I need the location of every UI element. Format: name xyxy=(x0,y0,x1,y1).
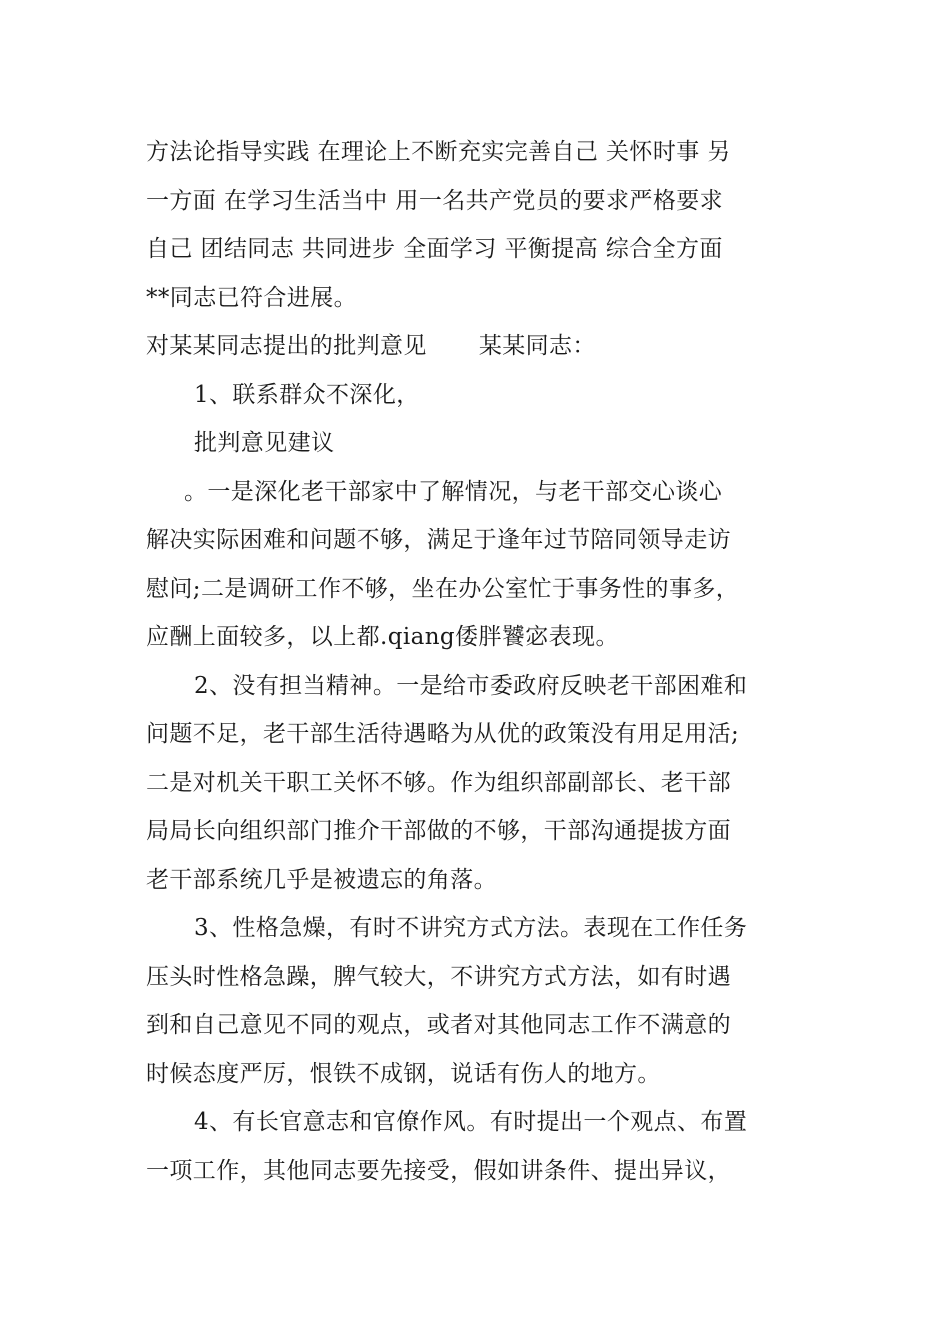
text-line: 问题不足，老干部生活待遇略为从优的政策没有用足用活; xyxy=(146,721,740,747)
text-line: 二是对机关干职工关怀不够。作为组织部副部长、老干部 xyxy=(146,769,731,796)
text-line: 方法论指导实践 在理论上不断充实完善自己 关怀时事 另 xyxy=(146,139,731,165)
text-line: 局局长向组织部门推介干部做的不够，干部沟通提拔方面 xyxy=(146,818,731,844)
text-line: 3、性格急燥，有时不讲究方式方法。表现在工作任务 xyxy=(194,915,748,941)
intro-paragraph xyxy=(146,128,810,322)
item-1-title: 1、联系群众不深化， xyxy=(194,381,420,408)
item-1 xyxy=(146,371,810,662)
text-line: 4、有长官意志和官僚作风。有时提出一个观点、布置 xyxy=(194,1109,748,1135)
text-line: 压头时性格急躁，脾气较大，不讲究方式方法，如有时遇 xyxy=(146,963,731,990)
item-2 xyxy=(146,662,810,905)
item-3 xyxy=(146,904,810,1098)
heading-addressee: 某某同志： xyxy=(478,333,596,359)
document-body xyxy=(146,128,810,1195)
item-1-subtitle: 批判意见建议 xyxy=(194,430,335,456)
item-4 xyxy=(146,1098,810,1195)
text-line: 到和自己意见不同的观点，或者对其他同志工作不满意的 xyxy=(146,1012,731,1038)
text-line: 。一是深化老干部家中了解情况，与老干部交心谈心 xyxy=(184,478,723,505)
text-line: 应酬上面较多，以上都.qiang倭胖饕宓表现。 xyxy=(146,624,619,650)
text-line: **同志已符合进展。 xyxy=(146,284,357,311)
text-line: 自己 团结同志 共同进步 全面学习 平衡提高 综合全方面 xyxy=(146,236,723,262)
text-line: 一方面 在学习生活当中 用一名共产党员的要求严格要求 xyxy=(146,187,724,214)
heading-title: 对某某同志提出的批判意见 xyxy=(146,333,427,359)
text-line: 慰问;二是调研工作不够，坐在办公室忙于事务性的事多， xyxy=(146,575,740,602)
text-line: 一项工作，其他同志要先接受，假如讲条件、提出异议， xyxy=(146,1157,731,1184)
criticism-heading xyxy=(146,322,810,371)
text-line: 2、没有担当精神。一是给市委政府反映老干部困难和 xyxy=(194,672,748,699)
text-line: 时候态度严厉，恨铁不成钢，说话有伤人的地方。 xyxy=(146,1060,661,1087)
text-line: 解决实际困难和问题不够，满足于逢年过节陪同领导走访 xyxy=(146,527,731,553)
text-line: 老干部系统几乎是被遗忘的角落。 xyxy=(146,866,497,893)
